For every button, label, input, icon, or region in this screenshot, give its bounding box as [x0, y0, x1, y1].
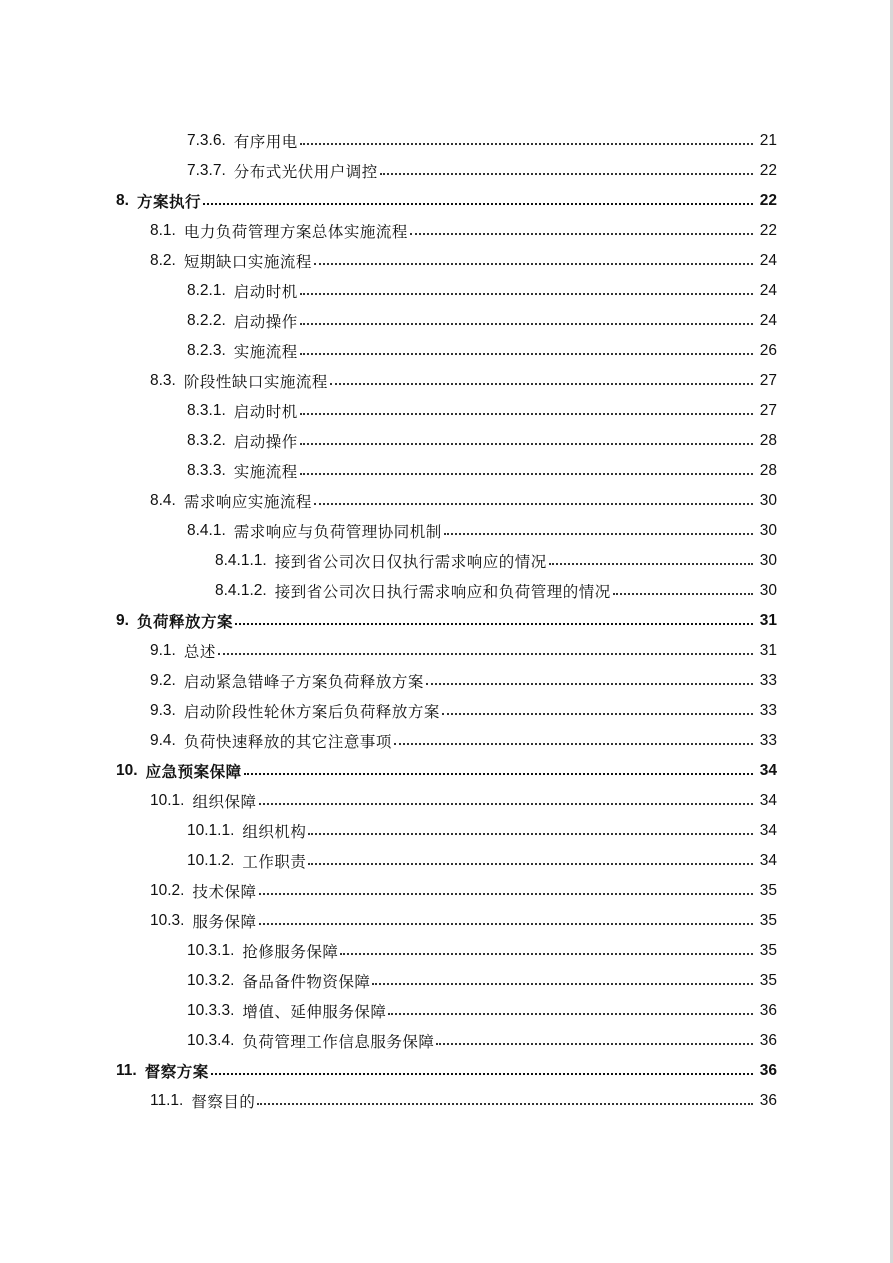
toc-dot-leader — [257, 1102, 753, 1105]
toc-entry-title: 督察方案 — [144, 1063, 209, 1081]
toc-dot-leader — [380, 172, 753, 175]
toc-entry-number: 10. — [116, 762, 138, 779]
toc-entry-page-number: 33 — [759, 732, 777, 749]
toc-entry-number: 10.2. — [150, 882, 185, 899]
toc-entry-page-number: 31 — [759, 612, 777, 629]
toc-dot-leader — [330, 382, 753, 385]
toc-entry-page-number: 36 — [759, 1062, 777, 1079]
toc-entry-title: 阶段性缺口实施流程 — [183, 373, 328, 391]
toc-entry-number: 7.3.7. — [187, 162, 226, 179]
toc-entry-page-number: 21 — [759, 132, 777, 149]
toc-entry[interactable] — [0, 1056, 893, 1086]
toc-dot-leader — [300, 142, 753, 145]
toc-entry-title: 启动时机 — [233, 283, 298, 301]
toc-dot-leader — [340, 952, 753, 955]
toc-entry-number: 11. — [116, 1062, 137, 1079]
toc-dot-leader — [314, 262, 753, 265]
toc-entry-number: 7.3.6. — [187, 132, 226, 149]
toc-entry-number: 8.2. — [150, 252, 176, 269]
toc-entry[interactable] — [0, 306, 893, 336]
toc-dot-leader — [259, 922, 754, 925]
toc-entry[interactable] — [0, 756, 893, 786]
toc-dot-leader — [211, 1072, 753, 1075]
toc-entry[interactable] — [0, 1026, 893, 1056]
toc-entry-number: 8.3.3. — [187, 462, 226, 479]
toc-entry[interactable] — [0, 1086, 893, 1116]
toc-dot-leader — [308, 832, 753, 835]
toc-entry-number: 10.1.2. — [187, 852, 235, 869]
toc-entry-title: 需求响应实施流程 — [183, 493, 312, 511]
toc-entry[interactable] — [0, 156, 893, 186]
toc-entry[interactable] — [0, 186, 893, 216]
toc-entry[interactable] — [0, 486, 893, 516]
toc-entry-page-number: 34 — [759, 822, 777, 839]
toc-entry-title: 接到省公司次日仅执行需求响应的情况 — [274, 553, 547, 571]
toc-entry-title: 实施流程 — [233, 343, 298, 361]
toc-entry-number: 10.3. — [150, 912, 185, 929]
toc-entry-title: 启动阶段性轮休方案后负荷释放方案 — [183, 703, 440, 721]
toc-entry-page-number: 27 — [759, 402, 777, 419]
toc-entry-title: 负荷快速释放的其它注意事项 — [183, 733, 392, 751]
toc-entry-title: 短期缺口实施流程 — [183, 253, 312, 271]
toc-entry-number: 10.3.3. — [187, 1002, 235, 1019]
toc-dot-leader — [300, 412, 753, 415]
toc-entry[interactable] — [0, 516, 893, 546]
toc-entry-title: 组织机构 — [242, 823, 307, 841]
toc-entry-title: 启动操作 — [233, 313, 298, 331]
toc-entry-title: 启动紧急错峰子方案负荷释放方案 — [183, 673, 424, 691]
toc-dot-leader — [549, 562, 753, 565]
toc-entry[interactable] — [0, 726, 893, 756]
toc-entry-title: 服务保障 — [192, 913, 257, 931]
toc-entry-page-number: 34 — [759, 852, 777, 869]
toc-entry[interactable] — [0, 906, 893, 936]
toc-entry[interactable] — [0, 996, 893, 1026]
toc-entry-title: 实施流程 — [233, 463, 298, 481]
toc-entry-title: 启动操作 — [233, 433, 298, 451]
toc-entry-number: 8.2.2. — [187, 312, 226, 329]
toc-entry-page-number: 35 — [759, 942, 777, 959]
toc-dot-leader — [314, 502, 753, 505]
toc-entry-page-number: 36 — [759, 1092, 777, 1109]
toc-entry[interactable] — [0, 876, 893, 906]
toc-entry-number: 8.4.1.1. — [215, 552, 267, 569]
toc-entry-page-number: 34 — [759, 792, 777, 809]
toc-entry-page-number: 34 — [759, 762, 777, 779]
toc-entry-page-number: 22 — [759, 162, 777, 179]
toc-entry-number: 10.3.4. — [187, 1032, 235, 1049]
toc-entry[interactable] — [0, 636, 893, 666]
toc-entry-page-number: 35 — [759, 882, 777, 899]
toc-entry-number: 8.2.1. — [187, 282, 226, 299]
toc-entry[interactable] — [0, 246, 893, 276]
toc-entry-number: 8.3.2. — [187, 432, 226, 449]
toc-entry-page-number: 35 — [759, 912, 777, 929]
toc-entry-title: 有序用电 — [233, 133, 298, 151]
toc-entry-page-number: 30 — [759, 522, 777, 539]
toc-entry-title: 总述 — [183, 643, 216, 661]
toc-entry-title: 督察目的 — [191, 1093, 256, 1111]
toc-entry-number: 9.2. — [150, 672, 176, 689]
toc-dot-leader — [442, 712, 753, 715]
toc-entry-title: 电力负荷管理方案总体实施流程 — [183, 223, 408, 241]
toc-entry-number: 9.1. — [150, 642, 176, 659]
toc-dot-leader — [613, 592, 753, 595]
toc-entry-number: 8. — [116, 192, 129, 209]
toc-entry[interactable] — [0, 606, 893, 636]
toc-entry-title: 接到省公司次日执行需求响应和负荷管理的情况 — [274, 583, 611, 601]
toc-dot-leader — [235, 622, 753, 625]
toc-entry-page-number: 24 — [759, 252, 777, 269]
toc-dot-leader — [308, 862, 753, 865]
toc-entry[interactable] — [0, 456, 893, 486]
toc-dot-leader — [259, 802, 754, 805]
toc-entry-number: 8.3. — [150, 372, 176, 389]
toc-entry[interactable] — [0, 126, 893, 156]
toc-dot-leader — [388, 1012, 753, 1015]
toc-entry-page-number: 24 — [759, 282, 777, 299]
toc-dot-leader — [300, 352, 753, 355]
toc-entry-title: 增值、延伸服务保障 — [242, 1003, 387, 1021]
toc-entry-number: 10.1. — [150, 792, 185, 809]
toc-dot-leader — [372, 982, 753, 985]
toc-dot-leader — [444, 532, 753, 535]
toc-entry-page-number: 35 — [759, 972, 777, 989]
toc-entry[interactable] — [0, 576, 893, 606]
toc-entry[interactable] — [0, 936, 893, 966]
toc-entry-number: 11.1. — [150, 1092, 184, 1109]
toc-dot-leader — [394, 742, 753, 745]
toc-entry-page-number: 30 — [759, 492, 777, 509]
toc-dot-leader — [300, 292, 753, 295]
toc-entry-page-number: 22 — [759, 192, 777, 209]
toc-entry[interactable] — [0, 786, 893, 816]
toc-entry-page-number: 30 — [759, 582, 777, 599]
toc-entry-number: 9.4. — [150, 732, 176, 749]
toc-entry-page-number: 26 — [759, 342, 777, 359]
toc-entry-title: 组织保障 — [192, 793, 257, 811]
toc-entry-page-number: 28 — [759, 462, 777, 479]
toc-entry-page-number: 27 — [759, 372, 777, 389]
toc-entry-title: 技术保障 — [192, 883, 257, 901]
toc-entry[interactable] — [0, 276, 893, 306]
toc-entry[interactable] — [0, 546, 893, 576]
toc-entry[interactable] — [0, 426, 893, 456]
toc-entry-title: 工作职责 — [242, 853, 307, 871]
toc-entry-number: 8.4. — [150, 492, 176, 509]
toc-entry-number: 8.3.1. — [187, 402, 226, 419]
toc-entry-number: 10.3.2. — [187, 972, 235, 989]
toc-dot-leader — [300, 472, 753, 475]
toc-dot-leader — [203, 202, 753, 205]
toc-entry-title: 备品备件物资保障 — [242, 973, 371, 991]
toc-entry-title: 启动时机 — [233, 403, 298, 421]
toc-entry[interactable] — [0, 846, 893, 876]
toc-entry-title: 需求响应与负荷管理协同机制 — [233, 523, 442, 541]
toc-entry-page-number: 28 — [759, 432, 777, 449]
toc-dot-leader — [300, 322, 753, 325]
toc-entry-number: 9.3. — [150, 702, 176, 719]
toc-entry[interactable] — [0, 816, 893, 846]
toc-entry-page-number: 36 — [759, 1002, 777, 1019]
toc-dot-leader — [436, 1042, 753, 1045]
toc-entry[interactable] — [0, 216, 893, 246]
toc-entry-page-number: 22 — [759, 222, 777, 239]
toc-dot-leader — [410, 232, 753, 235]
toc-entry-title: 分布式光伏用户调控 — [233, 163, 378, 181]
toc-entry-number: 10.3.1. — [187, 942, 235, 959]
toc-entry[interactable] — [0, 396, 893, 426]
toc-entry-page-number: 31 — [759, 642, 777, 659]
toc-entry[interactable] — [0, 966, 893, 996]
toc-dot-leader — [218, 652, 753, 655]
toc-entry-page-number: 36 — [759, 1032, 777, 1049]
toc-entry-title: 负荷管理工作信息服务保障 — [242, 1033, 435, 1051]
toc-entry-page-number: 24 — [759, 312, 777, 329]
toc-entry[interactable] — [0, 696, 893, 726]
toc-entry[interactable] — [0, 336, 893, 366]
toc-entry-page-number: 33 — [759, 702, 777, 719]
toc-dot-leader — [244, 772, 753, 775]
toc-entry[interactable] — [0, 666, 893, 696]
toc-entry-number: 9. — [116, 612, 129, 629]
toc-entry-page-number: 33 — [759, 672, 777, 689]
toc-entry-number: 8.4.1.2. — [215, 582, 267, 599]
toc-dot-leader — [426, 682, 753, 685]
toc-entry-title: 抢修服务保障 — [242, 943, 339, 961]
toc-entry-title: 应急预案保障 — [145, 763, 242, 781]
toc-entry[interactable] — [0, 366, 893, 396]
toc-entry-title: 方案执行 — [136, 193, 201, 211]
toc-entry-page-number: 30 — [759, 552, 777, 569]
toc-entry-number: 8.2.3. — [187, 342, 226, 359]
toc-entry-title: 负荷释放方案 — [136, 613, 233, 631]
toc-entry-number: 8.1. — [150, 222, 176, 239]
toc-entry-number: 10.1.1. — [187, 822, 235, 839]
toc-dot-leader — [259, 892, 754, 895]
toc-entry-number: 8.4.1. — [187, 522, 226, 539]
toc-dot-leader — [300, 442, 753, 445]
table-of-contents — [0, 126, 893, 1116]
